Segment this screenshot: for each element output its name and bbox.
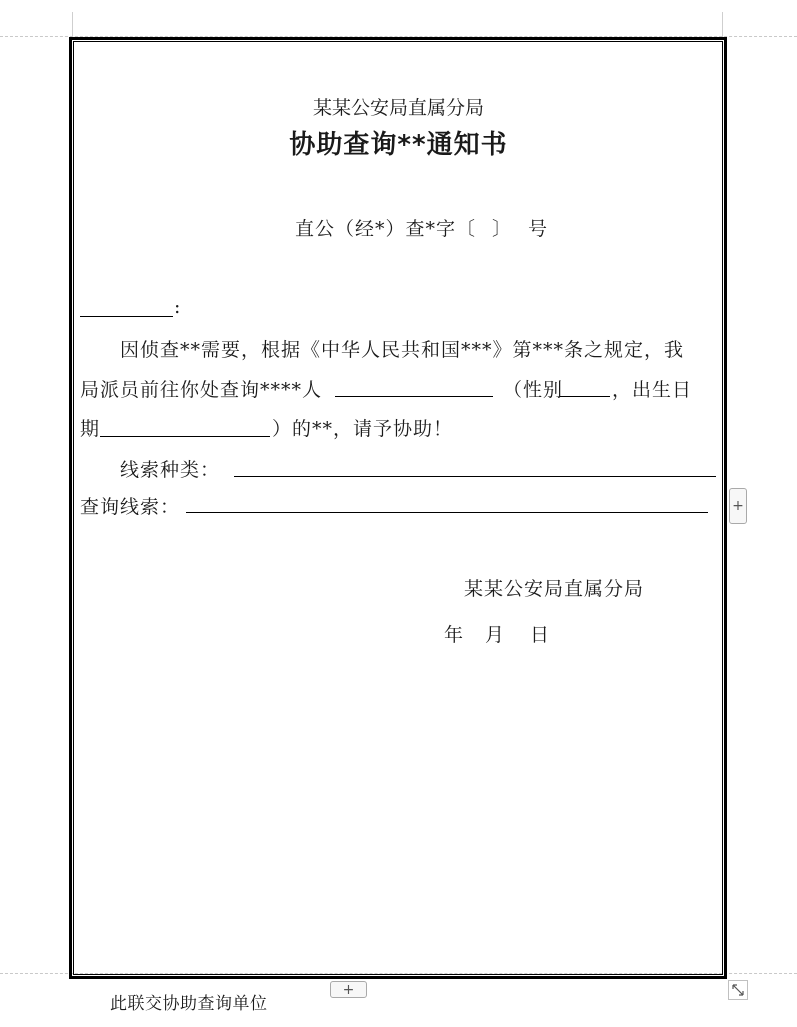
office-header: 某某公安局直属分局 <box>312 97 484 119</box>
recipient-blank <box>80 316 173 317</box>
gender-blank <box>560 396 610 397</box>
document-number-bracket-close: 〕 <box>492 218 513 240</box>
birthdate-blank <box>100 436 270 437</box>
add-column-button[interactable]: + <box>729 488 747 524</box>
date-day: 日 <box>530 624 551 646</box>
document-number-prefix: 直公（经*）查*字〔 <box>295 218 477 240</box>
footer-note: 此联交协助查询单位 <box>110 994 268 1014</box>
date-month: 月 <box>485 624 506 646</box>
resize-icon <box>731 983 745 997</box>
query-clue-blank <box>186 512 708 513</box>
body-line-2-start: 局派员前往你处查询****人 <box>80 379 323 401</box>
body-line-2-gender: （性别 <box>503 379 564 401</box>
clue-type-label: 线索种类： <box>120 459 221 481</box>
clue-type-blank <box>234 476 716 477</box>
body-line-3-end: ）的**，请予协助！ <box>272 418 454 440</box>
document-title: 协助查询**通知书 <box>289 130 508 160</box>
signature-office: 某某公安局直属分局 <box>464 578 645 600</box>
page-margin-guide-left <box>72 12 73 37</box>
query-clue-label: 查询线索： <box>80 496 181 518</box>
subject-name-blank <box>335 396 493 397</box>
body-line-3-start: 期 <box>80 418 101 440</box>
document-number-suffix: 号 <box>528 218 549 240</box>
body-line-1: 因侦查**需要，根据《中华人民共和国***》第***条之规定，我 <box>120 339 685 361</box>
salutation-colon: : <box>174 296 182 318</box>
page-margin-guide-right <box>722 12 723 37</box>
date-year: 年 <box>444 624 465 646</box>
body-line-2-birth: ，出生日 <box>612 379 693 401</box>
resize-table-handle[interactable] <box>728 980 748 1000</box>
add-row-button[interactable]: + <box>330 981 367 998</box>
